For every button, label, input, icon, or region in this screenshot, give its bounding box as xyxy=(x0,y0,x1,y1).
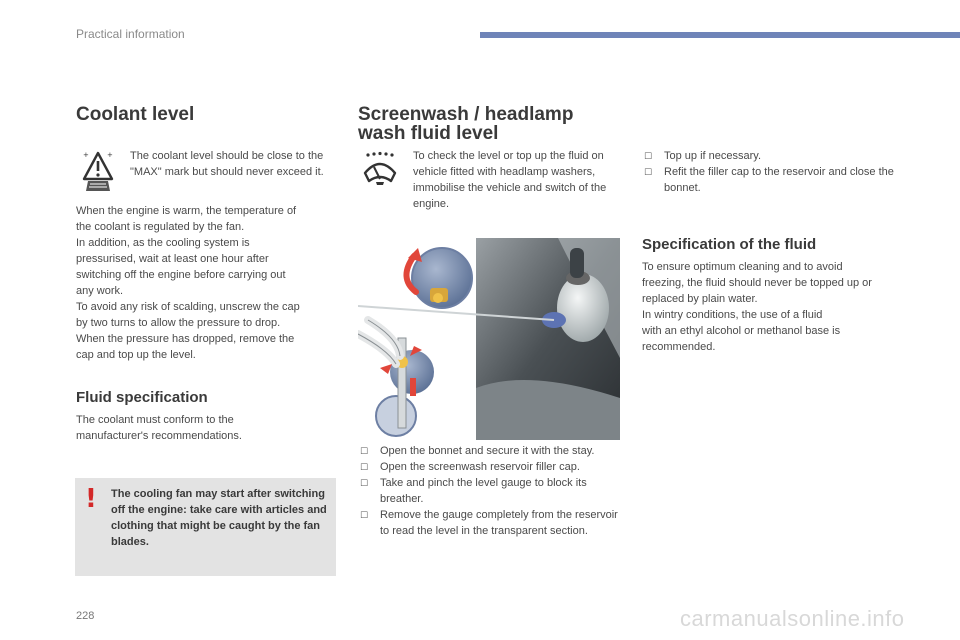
fluid-body xyxy=(642,259,902,355)
checkbox-icon: ☐ xyxy=(360,462,369,472)
step-text: Open the bonnet and secure it with the stay. xyxy=(380,445,595,457)
exclamation-icon: ! xyxy=(85,484,97,514)
step-text: Remove the gauge completely from the reservoir to read the level in the transparent section. xyxy=(380,509,618,537)
screenwash-steps-right xyxy=(642,148,902,196)
body-line: manufacturer's recommendations. xyxy=(76,430,242,442)
body-line: In wintry conditions, the use of a fluid xyxy=(642,309,823,321)
body-line: To ensure optimum cleaning and to avoid xyxy=(642,261,843,273)
body-line: cap and top up the level. xyxy=(76,349,196,361)
checkbox-icon: ☐ xyxy=(360,510,369,520)
list-item xyxy=(358,443,620,459)
step-text: Top up if necessary. xyxy=(664,150,762,162)
header-accent-bar xyxy=(480,32,960,38)
section-header: Practical information xyxy=(76,27,185,41)
body-line: pressurised, wait at least one hour after xyxy=(76,253,269,265)
screenwash-title-line1: Screenwash / headlamp xyxy=(358,104,574,125)
body-line: The coolant must conform to the xyxy=(76,414,234,426)
body-line: To avoid any risk of scalding, unscrew the cap xyxy=(76,301,300,313)
reservoir-illustration xyxy=(358,238,620,440)
coolant-body xyxy=(76,203,336,363)
body-line: freezing, the fluid should never be topped up or xyxy=(642,277,872,289)
fluid-spec-title: Fluid specification xyxy=(76,389,208,406)
checkbox-icon: ☐ xyxy=(644,167,653,177)
coolant-title: Coolant level xyxy=(76,104,195,125)
page-number: 228 xyxy=(76,610,95,622)
body-line: by two turns to allow the pressure to drop. xyxy=(76,317,281,329)
screenwash-intro: To check the level or top up the fluid on vehicle fitted with headlamp washers, immobilise the vehicle and switch of the engine. xyxy=(413,150,607,210)
warning-box xyxy=(75,478,336,576)
screenwash-steps xyxy=(358,443,620,539)
watermark: carmanualsonline.info xyxy=(680,606,905,631)
body-line: with an ethyl alcohol or methanol base is xyxy=(642,325,841,337)
checkbox-icon: ☐ xyxy=(644,151,653,161)
step-text: Take and pinch the level gauge to block its breather. xyxy=(380,477,587,505)
fluid-spec-body xyxy=(76,412,336,444)
body-line: replaced by plain water. xyxy=(642,293,758,305)
list-item xyxy=(358,507,620,539)
body-line: In addition, as the cooling system is xyxy=(76,237,250,249)
list-item xyxy=(358,475,620,507)
list-item xyxy=(642,148,902,164)
screenwash-title-line2: wash fluid level xyxy=(358,123,499,144)
fluid-title: Specification of the fluid xyxy=(642,236,817,253)
washer-fluid-icon xyxy=(362,151,398,187)
checkbox-icon: ☐ xyxy=(360,446,369,456)
svg-text:+: + xyxy=(107,151,113,159)
step-text: Open the screenwash reservoir filler cap. xyxy=(380,461,580,473)
warning-text: The cooling fan may start after switching off the engine: take care with articles and clothing that might be caught by the fan blades. xyxy=(111,488,327,548)
body-line: switching off the engine before carrying out xyxy=(76,269,286,281)
svg-text:+: + xyxy=(83,151,89,159)
coolant-warning-icon xyxy=(82,149,114,193)
body-line: any work. xyxy=(76,285,124,297)
body-line: When the pressure has dropped, remove the xyxy=(76,333,295,345)
list-item xyxy=(642,164,902,196)
body-line: When the engine is warm, the temperature of xyxy=(76,205,297,217)
checkbox-icon: ☐ xyxy=(360,478,369,488)
coolant-intro: The coolant level should be close to the "MAX" mark but should never exceed it. xyxy=(130,150,324,178)
body-line: recommended. xyxy=(642,341,716,353)
step-text: Refit the filler cap to the reservoir and close the bonnet. xyxy=(664,166,894,194)
list-item xyxy=(358,459,620,475)
body-line: the coolant is regulated by the fan. xyxy=(76,221,245,233)
